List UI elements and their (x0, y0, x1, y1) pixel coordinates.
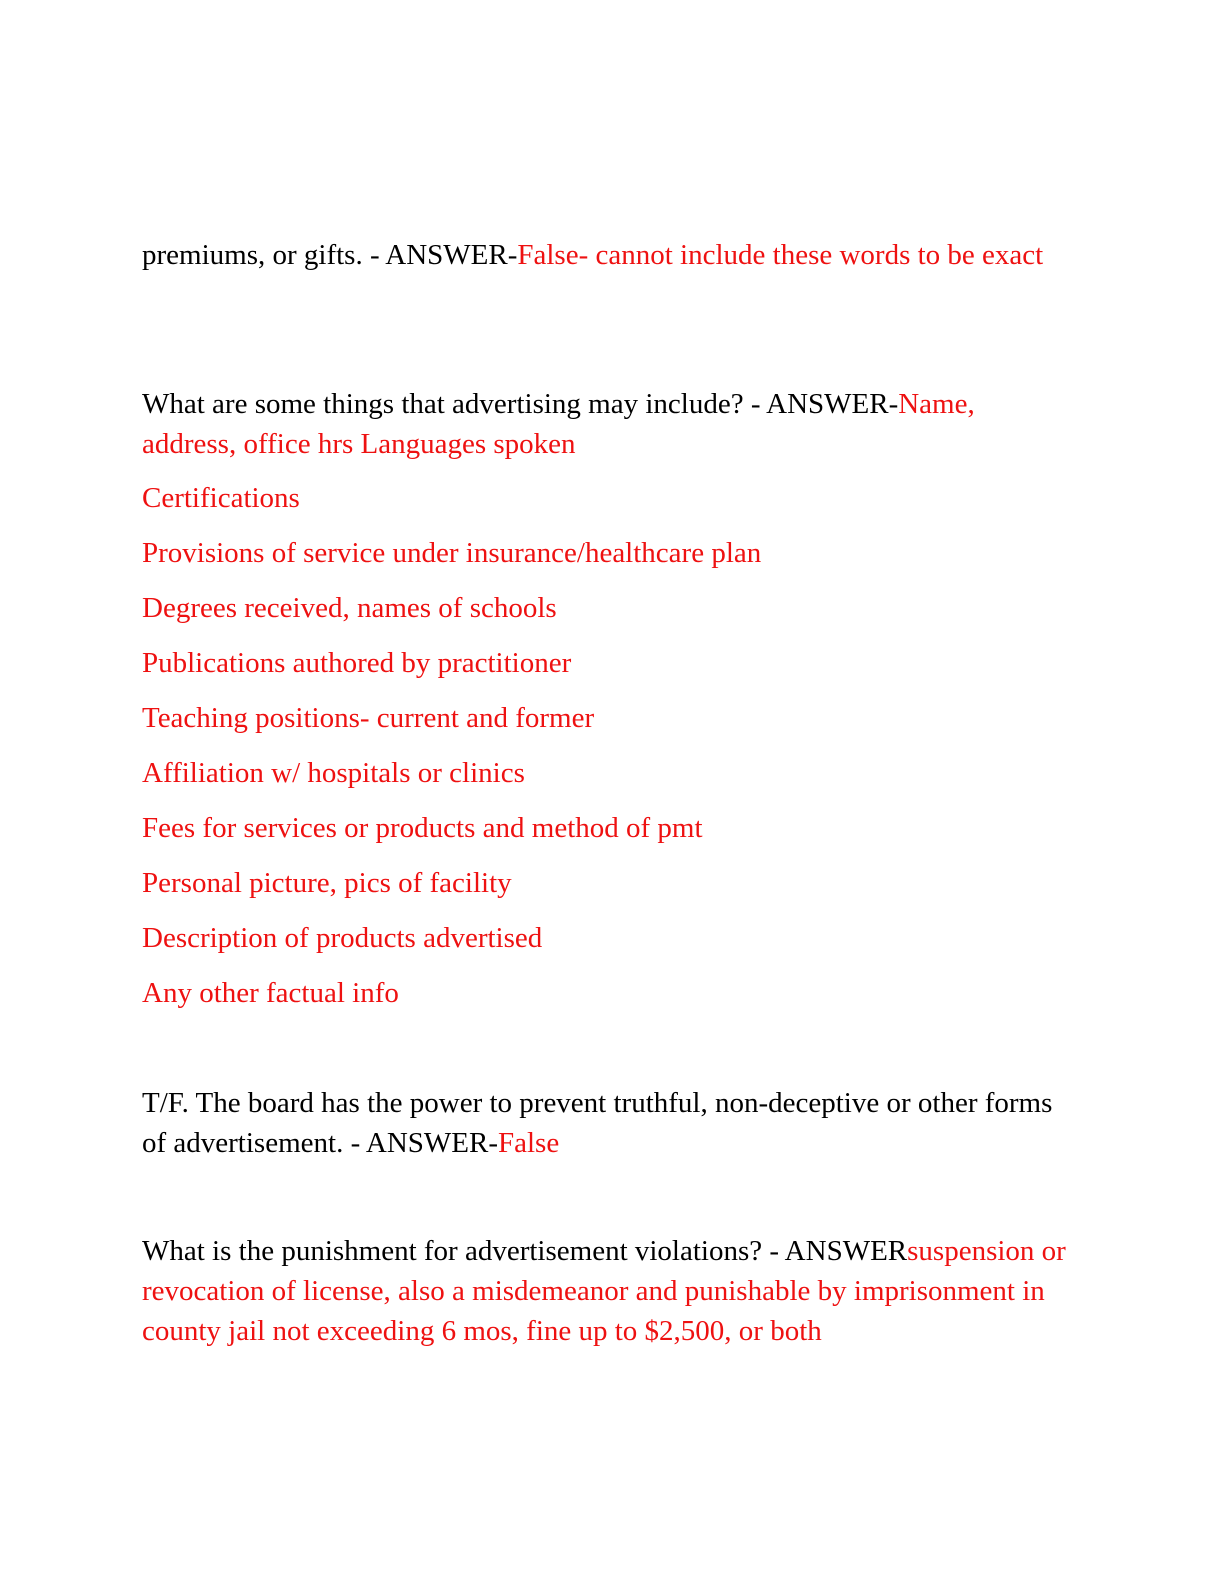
answer-list-item: Personal picture, pics of facility (142, 867, 512, 899)
qa-item-advertising-includes (142, 384, 1072, 464)
answer-list-item: Provisions of service under insurance/healthcare plan (142, 537, 762, 569)
answer-text: False (497, 1127, 560, 1159)
answer-text: suspension or revocation of license, also a misdemeanor and punishable by imprisonment in county jail not exceeding 6 mos, fine up to $2,500, or both (142, 1235, 1066, 1347)
answer-list-item: Description of products advertised (142, 922, 543, 954)
question-text: What are some things that advertising may include? - ANSWER- (142, 388, 899, 420)
answer-text: False- cannot include these words to be exact (517, 239, 1044, 271)
answer-list-item: Teaching positions- current and former (142, 702, 595, 734)
qa-item-premiums (142, 235, 1072, 275)
question-text: premiums, or gifts. - ANSWER- (142, 239, 518, 271)
question-text: T/F. The board has the power to prevent truthful, non-deceptive or other forms of advertisement. - ANSWER- (142, 1087, 1053, 1159)
qa-item-board-power (142, 1083, 1072, 1163)
answer-list-item: Certifications (142, 482, 300, 514)
question-text: What is the punishment for advertisement violations? - ANSWER (142, 1235, 908, 1267)
answer-list-item: Publications authored by practitioner (142, 647, 572, 679)
answer-list-item: Any other factual info (142, 977, 399, 1009)
answer-list-item: Affiliation w/ hospitals or clinics (142, 757, 525, 789)
answer-list-item: Fees for services or products and method of pmt (142, 812, 703, 844)
answer-text: Name, address, office hrs Languages spoken (142, 388, 975, 460)
answer-list-item: Degrees received, names of schools (142, 592, 557, 624)
qa-item-punishment (142, 1231, 1072, 1351)
